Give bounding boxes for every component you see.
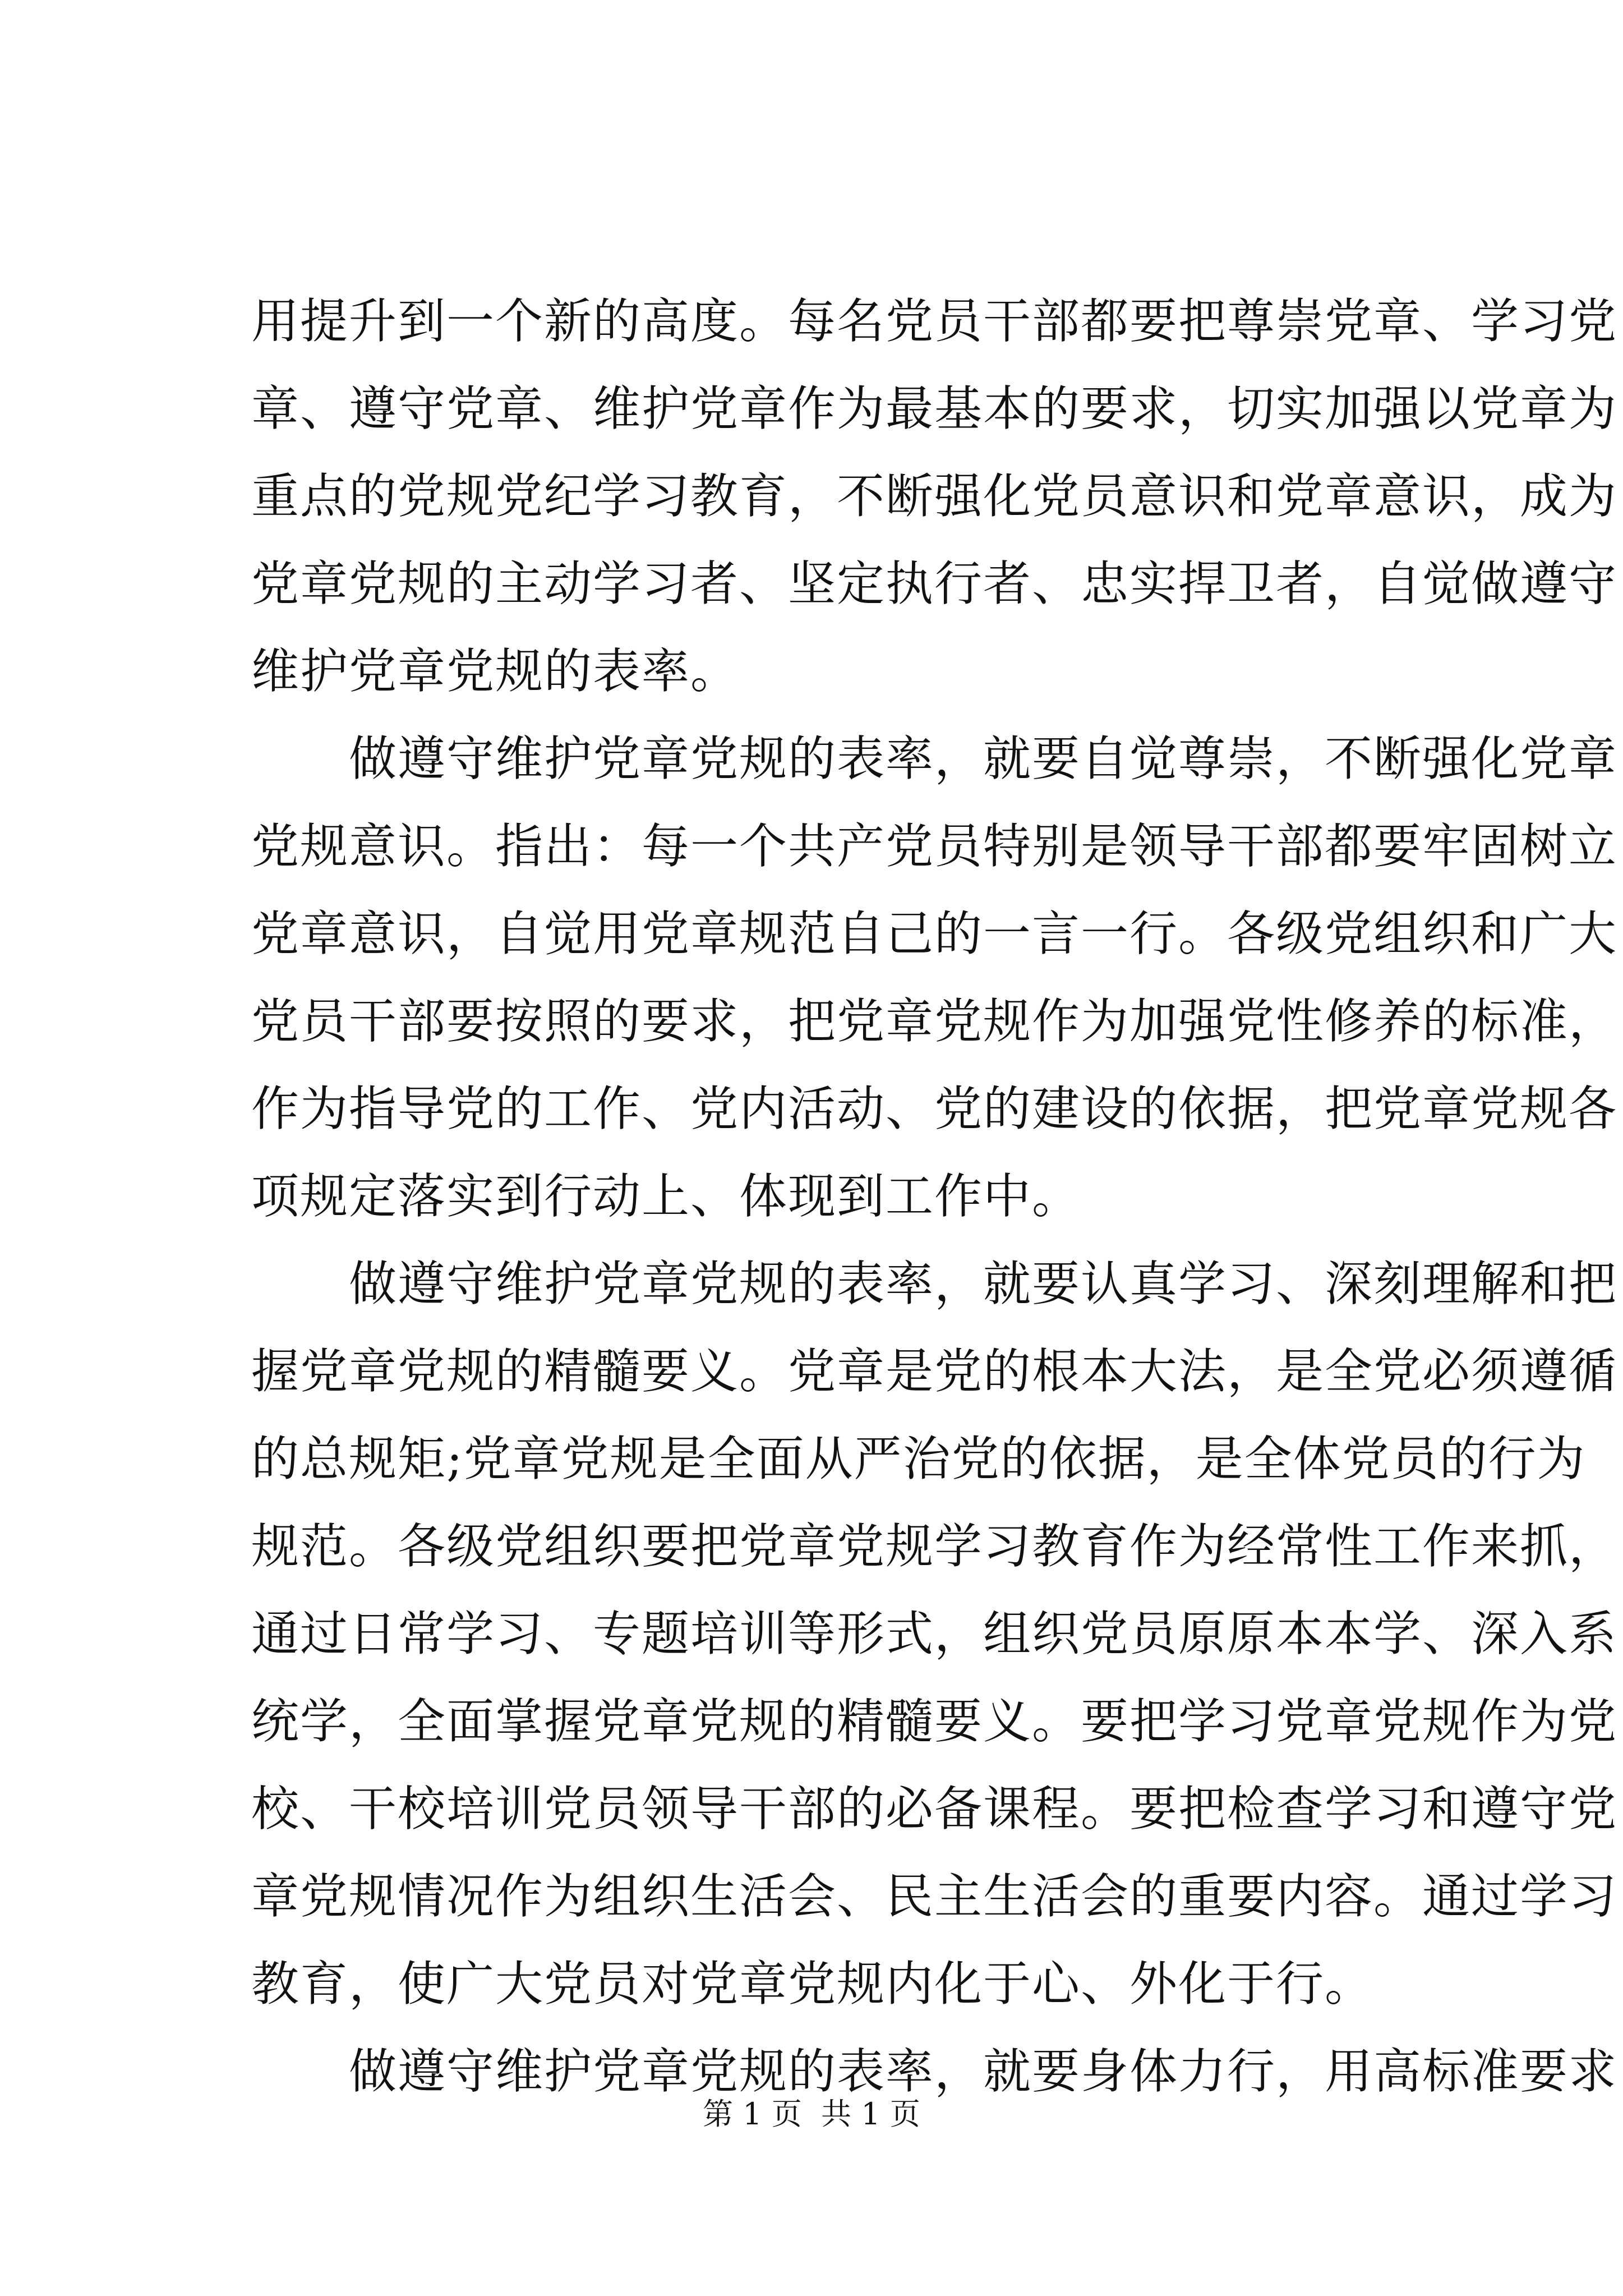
paragraph <box>251 716 1618 1241</box>
paragraph <box>251 278 1618 716</box>
text-line: 教育，使广大党员对党章党规内化于心、外化于行。 <box>251 1957 1374 2012</box>
text-line: 重点的党规党纪学习教育，不断强化党员意识和党章意识，成为 <box>251 469 1618 524</box>
text-line: 的总规矩;党章党规是全面从严治党的依据，是全体党员的行为 <box>251 1432 1586 1487</box>
text-line: 章党规情况作为组织生活会、民主生活会的重要内容。通过学习 <box>251 1869 1618 1925</box>
text-line: 通过日常学习、专题培训等形式，组织党员原原本本学、深入系 <box>251 1607 1618 1662</box>
text-line: 做遵守维护党章党规的表率，就要自觉尊崇，不断强化党章 <box>251 731 1618 787</box>
text-line: 党章意识，自觉用党章规范自己的一言一行。各级党组织和广大 <box>251 907 1618 962</box>
text-line: 握党章党规的精髓要义。党章是党的根本大法，是全党必须遵循 <box>251 1344 1618 1400</box>
page-footer: 第 1 页 共 1 页 <box>703 2096 920 2132</box>
text-line: 校、干校培训党员领导干部的必备课程。要把检查学习和遵守党 <box>251 1782 1618 1837</box>
text-line: 党员干部要按照的要求，把党章党规作为加强党性修养的标准， <box>251 994 1618 1050</box>
text-line: 做遵守维护党章党规的表率，就要认真学习、深刻理解和把 <box>251 1257 1618 1312</box>
text-line: 项规定落实到行动上、体现到工作中。 <box>251 1169 1081 1225</box>
text-line: 章、遵守党章、维护党章作为最基本的要求，切实加强以党章为 <box>251 381 1618 437</box>
text-line: 党规意识。指出：每一个共产党员特别是领导干部都要牢固树立 <box>251 819 1618 875</box>
text-line: 用提升到一个新的高度。每名党员干部都要把尊崇党章、学习党 <box>251 294 1618 349</box>
document-body <box>251 278 1618 2116</box>
text-line: 做遵守维护党章党规的表率，就要身体力行，用高标准要求 <box>251 2044 1618 2100</box>
text-line: 作为指导党的工作、党内活动、党的建设的依据，把党章党规各 <box>251 1082 1618 1137</box>
text-line: 维护党章党规的表率。 <box>251 644 740 700</box>
paragraph <box>251 1241 1618 2028</box>
text-line: 统学，全面掌握党章党规的精髓要义。要把学习党章党规作为党 <box>251 1694 1618 1750</box>
text-line: 党章党规的主动学习者、坚定执行者、忠实捍卫者，自觉做遵守 <box>251 556 1618 612</box>
text-line: 规范。各级党组织要把党章党规学习教育作为经常性工作来抓， <box>251 1519 1618 1575</box>
